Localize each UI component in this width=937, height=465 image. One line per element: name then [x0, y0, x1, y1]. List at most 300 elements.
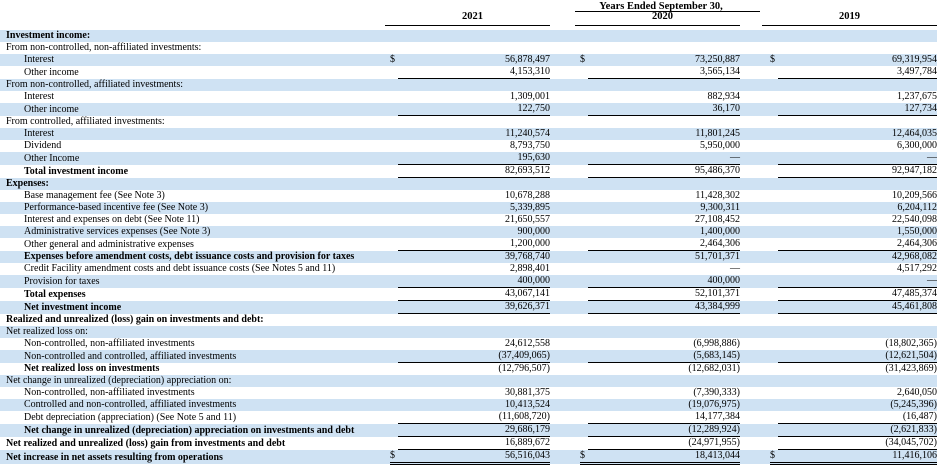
- table-row: [0, 437, 937, 450]
- column-spacer: [740, 251, 770, 264]
- currency-symbol: [770, 275, 778, 288]
- currency-symbol: [390, 387, 398, 399]
- currency-symbol: [770, 437, 778, 450]
- column-spacer: [740, 202, 770, 214]
- currency-symbol: [390, 411, 398, 424]
- row-label: Net realized and unrealized (loss) gain from investments and debt: [6, 437, 286, 449]
- row-label: Other general and administrative expenses: [24, 238, 194, 250]
- value-cell: 12,464,035: [778, 128, 937, 140]
- currency-symbol: [580, 437, 588, 450]
- value-cell: [398, 79, 550, 92]
- column-spacer: [740, 288, 770, 301]
- column-spacer: [550, 411, 580, 424]
- value-cell: [588, 178, 740, 191]
- value-cell: 10,209,566: [892, 190, 937, 201]
- currency-symbol: [390, 30, 398, 42]
- currency-symbol: [390, 128, 398, 140]
- value-cell: [778, 42, 937, 54]
- currency-symbol: [770, 116, 778, 129]
- currency-symbol: [770, 42, 778, 54]
- year-2019: 2019: [839, 11, 860, 22]
- row-label: Non-controlled, non-affiliated investments: [24, 338, 195, 349]
- value-cell: [778, 30, 937, 42]
- row-label: Net change in unrealized (depreciation) appreciation on investments and debt: [0, 424, 390, 437]
- currency-symbol: [390, 214, 398, 226]
- value-cell: [398, 375, 550, 387]
- column-spacer: [740, 190, 770, 202]
- table-row: [0, 152, 937, 165]
- row-label: Dividend: [24, 140, 62, 151]
- currency-symbol: [390, 66, 398, 79]
- value-cell: 43,384,999: [588, 301, 740, 314]
- row-label: Non-controlled, non-affiliated investments: [24, 387, 195, 398]
- currency-symbol: [770, 326, 778, 338]
- column-spacer: [550, 399, 580, 411]
- currency-symbol: [390, 190, 398, 202]
- currency-symbol: [390, 350, 398, 363]
- value-cell: (37,409,065): [398, 350, 550, 363]
- currency-symbol: [580, 263, 588, 275]
- row-label: Realized and unrealized (loss) gain on investments and debt:: [6, 314, 264, 325]
- value-cell: 1,400,000: [588, 226, 740, 238]
- row-label: Total expenses: [24, 288, 86, 300]
- currency-symbol: $: [580, 54, 588, 66]
- row-label: Interest: [0, 54, 390, 66]
- row-label: From non-controlled, affiliated investments:: [0, 79, 390, 92]
- value-cell: 29,686,179: [398, 424, 550, 437]
- value-cell: 10,678,288: [505, 190, 550, 201]
- value-cell: 1,309,001: [510, 91, 550, 102]
- column-spacer: [550, 338, 580, 350]
- value-cell: 22,540,098: [892, 214, 937, 225]
- column-spacer: [740, 238, 770, 251]
- value-cell: 16,889,672: [398, 437, 550, 450]
- value-cell: 1,550,000: [778, 226, 937, 238]
- column-spacer: [550, 165, 580, 178]
- column-spacer: [550, 314, 580, 327]
- currency-symbol: [580, 103, 588, 116]
- column-spacer: [550, 363, 580, 376]
- value-cell: 11,416,106: [778, 450, 937, 464]
- value-cell: 18,413,044: [588, 450, 740, 464]
- value-cell: 1,200,000: [398, 238, 550, 251]
- value-cell: 10,413,524: [398, 399, 550, 411]
- column-spacer: [740, 140, 770, 152]
- value-cell: (18,802,365): [885, 338, 937, 349]
- currency-symbol: [580, 387, 588, 399]
- currency-symbol: [770, 30, 778, 42]
- value-cell: 2,640,050: [897, 387, 937, 398]
- column-spacer: [740, 411, 770, 424]
- currency-symbol: [390, 275, 398, 288]
- currency-symbol: [580, 424, 588, 437]
- currency-symbol: [770, 79, 778, 92]
- row-label: Controlled and non-controlled, affiliated investments: [0, 399, 390, 411]
- currency-symbol: [580, 190, 588, 202]
- row-label: From controlled, affiliated investments:: [6, 116, 165, 127]
- row-label: Other Income: [0, 152, 390, 165]
- value-cell: [588, 79, 740, 92]
- table-row: [0, 275, 937, 288]
- value-cell: 56,516,043: [398, 450, 550, 464]
- table-row: [0, 66, 937, 79]
- value-cell: 1,237,675: [897, 91, 937, 102]
- column-header: [0, 0, 937, 30]
- value-cell: 6,204,112: [778, 202, 937, 214]
- value-cell: 122,750: [398, 103, 550, 116]
- currency-symbol: [770, 301, 778, 314]
- table-row: [0, 42, 937, 54]
- value-cell: 11,801,245: [588, 128, 740, 140]
- currency-symbol: [770, 152, 778, 165]
- currency-symbol: [390, 152, 398, 165]
- value-cell: [398, 314, 550, 327]
- currency-symbol: [580, 238, 588, 251]
- currency-symbol: [390, 202, 398, 214]
- currency-symbol: [390, 288, 398, 301]
- table-row: [0, 91, 937, 103]
- value-cell: (6,998,886): [693, 338, 740, 349]
- currency-symbol: [770, 91, 778, 103]
- currency-symbol: $: [770, 450, 778, 464]
- value-cell: 2,464,306: [588, 238, 740, 251]
- column-spacer: [550, 326, 580, 338]
- currency-symbol: [580, 30, 588, 42]
- row-label: Provision for taxes: [0, 275, 390, 288]
- currency-symbol: [580, 214, 588, 226]
- currency-symbol: [580, 251, 588, 264]
- year-2019-underline: [762, 25, 937, 26]
- currency-symbol: [770, 238, 778, 251]
- table-row: [0, 165, 937, 178]
- table-row: [0, 238, 937, 251]
- value-cell: 400,000: [588, 275, 740, 288]
- value-cell: (7,390,333): [693, 387, 740, 398]
- currency-symbol: [390, 238, 398, 251]
- currency-symbol: [390, 314, 398, 327]
- currency-symbol: [580, 202, 588, 214]
- currency-symbol: [770, 411, 778, 424]
- row-label: Net realized loss on:: [0, 326, 390, 338]
- column-spacer: [740, 128, 770, 140]
- year-2020: 2020: [652, 11, 673, 22]
- value-cell: 27,108,452: [695, 214, 740, 225]
- value-cell: 92,947,182: [778, 165, 937, 178]
- currency-symbol: [770, 103, 778, 116]
- value-cell: [398, 178, 550, 191]
- value-cell: (2,621,833): [778, 424, 937, 437]
- value-cell: 69,319,954: [778, 54, 937, 66]
- currency-symbol: [390, 103, 398, 116]
- row-label: Net realized loss on investments: [24, 363, 160, 374]
- column-spacer: [550, 238, 580, 251]
- table-row: [0, 363, 937, 376]
- column-spacer: [550, 301, 580, 314]
- currency-symbol: [770, 363, 778, 376]
- currency-symbol: [390, 375, 398, 387]
- currency-symbol: [390, 79, 398, 92]
- currency-symbol: [390, 301, 398, 314]
- table-row: [0, 178, 937, 191]
- column-spacer: [740, 387, 770, 399]
- value-cell: (5,683,145): [588, 350, 740, 363]
- currency-symbol: [770, 424, 778, 437]
- value-cell: 82,693,512: [398, 165, 550, 178]
- value-cell: [588, 314, 740, 327]
- table-row: [0, 263, 937, 275]
- year-2021-underline: [385, 25, 550, 26]
- column-spacer: [740, 326, 770, 338]
- currency-symbol: [390, 363, 398, 376]
- currency-symbol: [580, 350, 588, 363]
- table-row: [0, 214, 937, 226]
- row-label: Total investment income: [24, 165, 129, 177]
- column-spacer: [550, 387, 580, 399]
- value-cell: [588, 30, 740, 42]
- row-label: Non-controlled and controlled, affiliated investments: [0, 350, 390, 363]
- column-spacer: [740, 375, 770, 387]
- value-cell: 5,950,000: [700, 140, 740, 151]
- column-spacer: [550, 91, 580, 103]
- currency-symbol: $: [770, 54, 778, 66]
- currency-symbol: $: [390, 54, 398, 66]
- year-2021: 2021: [462, 11, 483, 22]
- table-row: [0, 226, 937, 238]
- column-spacer: [550, 424, 580, 437]
- value-cell: 11,240,574: [398, 128, 550, 140]
- row-label: Debt depreciation (appreciation) (See Note 5 and 11): [24, 411, 237, 423]
- column-spacer: [550, 178, 580, 191]
- table-row: [0, 424, 937, 437]
- table-row: [0, 326, 937, 338]
- value-cell: 4,153,310: [398, 66, 550, 79]
- column-spacer: [550, 190, 580, 202]
- currency-symbol: [390, 165, 398, 178]
- value-cell: (16,487): [778, 411, 937, 424]
- row-label: Net change in unrealized (depreciation) appreciation on:: [0, 375, 390, 387]
- value-cell: 400,000: [398, 275, 550, 288]
- table-row: [0, 288, 937, 301]
- currency-symbol: [580, 165, 588, 178]
- value-cell: [398, 116, 550, 129]
- value-cell: 73,250,887: [588, 54, 740, 66]
- value-cell: —: [778, 152, 937, 165]
- row-label: From non-controlled, non-affiliated investments:: [6, 42, 202, 53]
- row-label: Base management fee (See Note 3): [24, 190, 165, 201]
- currency-symbol: [770, 190, 778, 202]
- value-cell: 9,300,311: [588, 202, 740, 214]
- value-cell: 900,000: [398, 226, 550, 238]
- column-spacer: [550, 66, 580, 79]
- table-row: [0, 116, 937, 129]
- currency-symbol: [770, 202, 778, 214]
- currency-symbol: [390, 116, 398, 129]
- value-cell: [778, 79, 937, 92]
- value-cell: 39,626,371: [398, 301, 550, 314]
- column-spacer: [740, 275, 770, 288]
- value-cell: (12,682,031): [688, 363, 740, 374]
- value-cell: 24,612,558: [505, 338, 550, 349]
- currency-symbol: [770, 263, 778, 275]
- currency-symbol: [580, 178, 588, 191]
- column-spacer: [740, 338, 770, 350]
- table-row: [0, 450, 937, 464]
- column-spacer: [550, 450, 580, 464]
- table-row: [0, 190, 937, 202]
- column-spacer: [550, 214, 580, 226]
- column-spacer: [740, 314, 770, 327]
- currency-symbol: [580, 399, 588, 411]
- column-spacer: [550, 30, 580, 42]
- value-cell: 11,428,302: [695, 190, 740, 201]
- value-cell: 3,565,134: [588, 66, 740, 79]
- currency-symbol: [580, 226, 588, 238]
- value-cell: —: [778, 275, 937, 288]
- value-cell: 43,067,141: [398, 288, 550, 301]
- value-cell: 14,177,384: [588, 411, 740, 424]
- row-label: Performance-based incentive fee (See Note 3): [0, 202, 390, 214]
- currency-symbol: [580, 375, 588, 387]
- value-cell: 127,734: [778, 103, 937, 116]
- currency-symbol: [580, 363, 588, 376]
- currency-symbol: [580, 314, 588, 327]
- value-cell: 8,793,750: [510, 140, 550, 151]
- column-spacer: [550, 263, 580, 275]
- currency-symbol: [580, 79, 588, 92]
- table-row: [0, 251, 937, 264]
- column-spacer: [740, 54, 770, 66]
- row-label: Expenses:: [0, 178, 390, 191]
- currency-symbol: [770, 178, 778, 191]
- currency-symbol: [770, 350, 778, 363]
- column-spacer: [550, 152, 580, 165]
- value-cell: 21,650,557: [505, 214, 550, 225]
- table-row: [0, 387, 937, 399]
- column-spacer: [740, 165, 770, 178]
- table-row: [0, 79, 937, 92]
- column-spacer: [740, 350, 770, 363]
- column-spacer: [740, 91, 770, 103]
- column-spacer: [550, 226, 580, 238]
- value-cell: 30,881,375: [505, 387, 550, 398]
- currency-symbol: [580, 338, 588, 350]
- currency-symbol: [770, 140, 778, 152]
- row-label: Interest: [24, 91, 54, 102]
- column-spacer: [550, 251, 580, 264]
- column-spacer: [550, 140, 580, 152]
- value-cell: 95,486,370: [588, 165, 740, 178]
- column-spacer: [550, 79, 580, 92]
- table-row: [0, 202, 937, 214]
- value-cell: (12,796,507): [498, 363, 550, 374]
- row-label: Interest: [0, 128, 390, 140]
- value-cell: 52,101,371: [588, 288, 740, 301]
- value-cell: 36,170: [588, 103, 740, 116]
- column-spacer: [550, 375, 580, 387]
- column-spacer: [740, 437, 770, 450]
- row-label: Administrative services expenses (See Note 3): [0, 226, 390, 238]
- currency-symbol: [770, 165, 778, 178]
- row-label: Net increase in net assets resulting from operations: [0, 450, 390, 464]
- column-spacer: [740, 42, 770, 54]
- currency-symbol: [770, 128, 778, 140]
- currency-symbol: [580, 326, 588, 338]
- value-cell: (31,423,869): [885, 363, 937, 374]
- row-label: Interest and expenses on debt (See Note 11): [24, 214, 200, 225]
- table-row: [0, 103, 937, 116]
- currency-symbol: [390, 263, 398, 275]
- row-label: Investment income:: [0, 30, 390, 42]
- currency-symbol: [390, 140, 398, 152]
- value-cell: [588, 42, 740, 54]
- column-spacer: [550, 128, 580, 140]
- value-cell: 5,339,895: [398, 202, 550, 214]
- value-cell: 195,630: [398, 152, 550, 165]
- currency-symbol: [580, 66, 588, 79]
- currency-symbol: [580, 42, 588, 54]
- value-cell: 4,517,292: [897, 263, 937, 274]
- table-row: [0, 375, 937, 387]
- value-cell: (11,608,720): [398, 411, 550, 424]
- currency-symbol: [580, 116, 588, 129]
- value-cell: [778, 314, 937, 327]
- period-label: Years Ended September 30,: [599, 1, 723, 12]
- column-spacer: [550, 42, 580, 54]
- currency-symbol: [580, 301, 588, 314]
- column-spacer: [740, 66, 770, 79]
- row-label: Credit Facility amendment costs and debt issuance costs (See Notes 5 and 11): [24, 263, 336, 274]
- value-cell: 39,768,740: [398, 251, 550, 264]
- column-spacer: [550, 288, 580, 301]
- value-cell: [398, 30, 550, 42]
- currency-symbol: [390, 251, 398, 264]
- row-label: Other income: [0, 103, 390, 116]
- table-row: [0, 54, 937, 66]
- column-spacer: [740, 399, 770, 411]
- currency-symbol: [770, 214, 778, 226]
- value-cell: 51,701,371: [588, 251, 740, 264]
- value-cell: [398, 326, 550, 338]
- currency-symbol: [390, 399, 398, 411]
- currency-symbol: [390, 437, 398, 450]
- table-row: [0, 411, 937, 424]
- currency-symbol: [580, 128, 588, 140]
- column-spacer: [740, 79, 770, 92]
- currency-symbol: [580, 288, 588, 301]
- currency-symbol: [580, 411, 588, 424]
- currency-symbol: [390, 91, 398, 103]
- currency-symbol: [770, 251, 778, 264]
- currency-symbol: $: [580, 450, 588, 464]
- value-cell: [398, 42, 550, 54]
- column-spacer: [740, 152, 770, 165]
- currency-symbol: [770, 338, 778, 350]
- column-spacer: [740, 103, 770, 116]
- currency-symbol: [390, 178, 398, 191]
- column-spacer: [550, 54, 580, 66]
- currency-symbol: [390, 42, 398, 54]
- value-cell: —: [730, 263, 740, 274]
- currency-symbol: [770, 66, 778, 79]
- column-spacer: [740, 30, 770, 42]
- column-spacer: [740, 214, 770, 226]
- value-cell: 6,300,000: [897, 140, 937, 151]
- value-cell: [778, 375, 937, 387]
- currency-symbol: [390, 326, 398, 338]
- value-cell: 3,497,784: [778, 66, 937, 79]
- value-cell: [588, 326, 740, 338]
- column-spacer: [740, 363, 770, 376]
